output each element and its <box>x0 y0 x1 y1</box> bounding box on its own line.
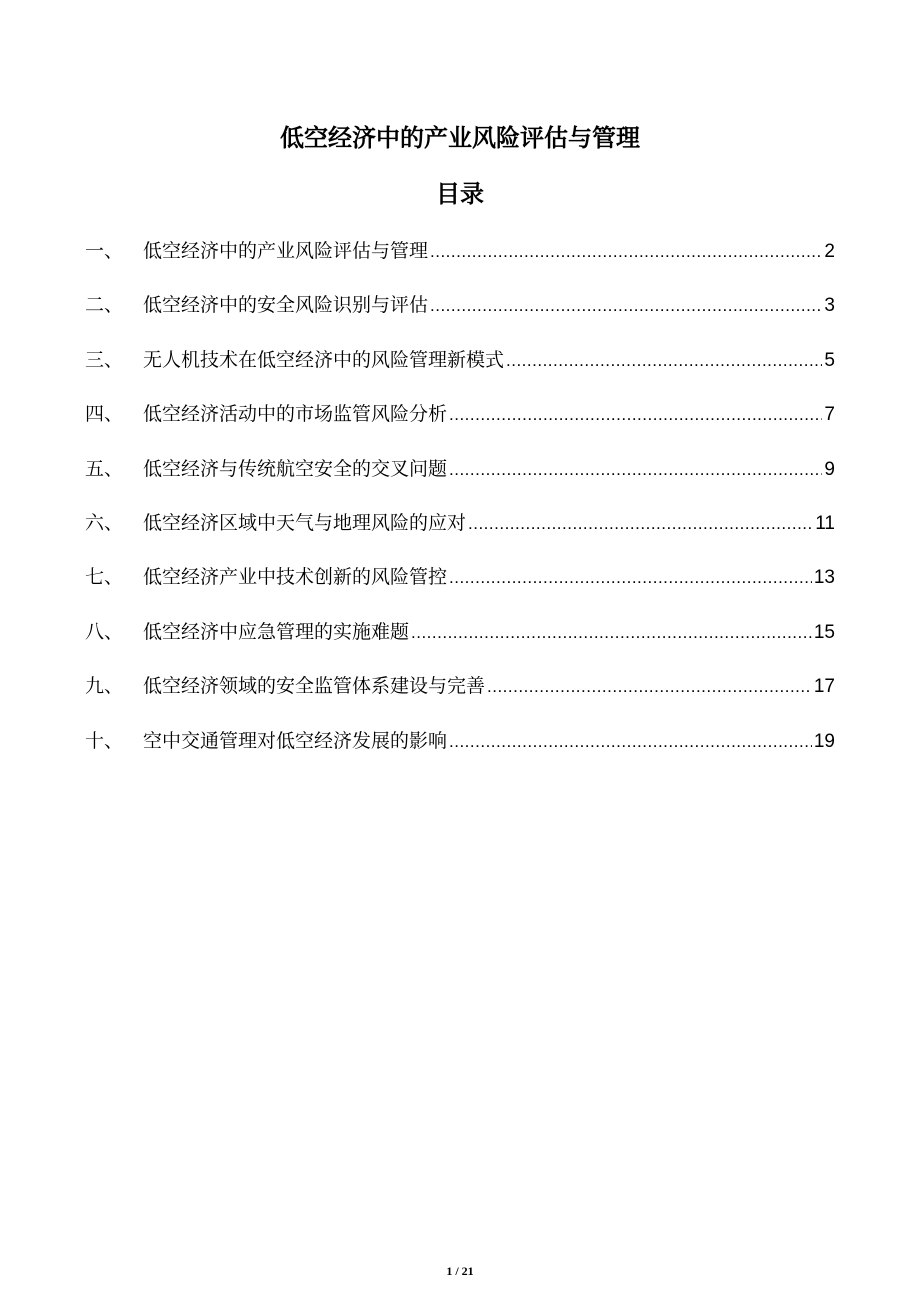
toc-entry-title: 低空经济中应急管理的实施难题 <box>143 620 410 643</box>
toc-entry-6[interactable] <box>85 504 835 558</box>
toc-dot-leader <box>506 342 822 380</box>
toc-entry-10[interactable] <box>85 722 835 776</box>
toc-entry-page: 5 <box>824 349 835 371</box>
toc-entry-1[interactable] <box>85 232 835 286</box>
toc-dot-leader <box>430 287 822 325</box>
toc-dot-leader <box>449 559 812 597</box>
toc-entry-page: 19 <box>813 730 835 752</box>
toc-dot-leader <box>487 668 812 706</box>
toc-entry-title: 低空经济活动中的市场监管风险分析 <box>143 403 448 426</box>
page-number-footer: 1 / 21 <box>446 1264 474 1278</box>
toc-entry-title: 低空经济产业中技术创新的风险管控 <box>143 566 448 589</box>
toc-entry-number: 八、 <box>85 620 124 643</box>
toc-entry-page: 17 <box>813 676 835 698</box>
toc-entry-number: 六、 <box>85 511 124 534</box>
toc-entry-title: 无人机技术在低空经济中的风险管理新模式 <box>143 348 505 371</box>
toc-entry-number: 三、 <box>85 348 124 371</box>
toc-entry-title: 低空经济与传统航空安全的交叉问题 <box>143 457 448 480</box>
document-title: 低空经济中的产业风险评估与管理 <box>280 124 640 152</box>
toc-dot-leader <box>449 396 822 434</box>
toc-entry-title: 低空经济中的安全风险识别与评估 <box>143 294 429 317</box>
toc-entry-7[interactable] <box>85 558 835 612</box>
toc-entry-number: 五、 <box>85 457 124 480</box>
toc-dot-leader <box>449 723 812 761</box>
toc-entry-page: 13 <box>813 567 835 589</box>
toc-dot-leader <box>468 505 813 543</box>
toc-heading: 目录 <box>436 180 484 208</box>
toc-entry-number: 九、 <box>85 675 124 698</box>
toc-entry-page: 11 <box>815 512 835 534</box>
toc-entry-page: 2 <box>824 241 835 262</box>
toc-entry-title: 低空经济中的产业风险评估与管理 <box>143 240 429 262</box>
toc-dot-leader <box>411 614 812 652</box>
toc-entry-title: 低空经济领域的安全监管体系建设与完善 <box>143 675 486 698</box>
toc-entry-page: 7 <box>824 404 835 426</box>
toc-entry-number: 十、 <box>85 729 124 752</box>
toc-entry-5[interactable] <box>85 450 835 504</box>
toc-entry-number: 一、 <box>85 240 124 262</box>
toc-entry-page: 15 <box>813 621 835 643</box>
toc-entry-9[interactable] <box>85 667 835 721</box>
toc-entry-number: 四、 <box>85 403 124 426</box>
toc-entry-title: 低空经济区域中天气与地理风险的应对 <box>143 511 467 534</box>
toc-dot-leader <box>449 451 822 489</box>
table-of-contents <box>85 232 835 776</box>
toc-entry-number: 二、 <box>85 294 124 317</box>
toc-dot-leader <box>430 233 822 271</box>
toc-entry-4[interactable] <box>85 395 835 449</box>
toc-entry-number: 七、 <box>85 566 124 589</box>
toc-entry-3[interactable] <box>85 341 835 395</box>
toc-entry-8[interactable] <box>85 613 835 667</box>
toc-entry-2[interactable] <box>85 286 835 340</box>
toc-entry-title: 空中交通管理对低空经济发展的影响 <box>143 729 448 752</box>
toc-entry-page: 3 <box>824 295 835 317</box>
toc-entry-page: 9 <box>824 458 835 480</box>
